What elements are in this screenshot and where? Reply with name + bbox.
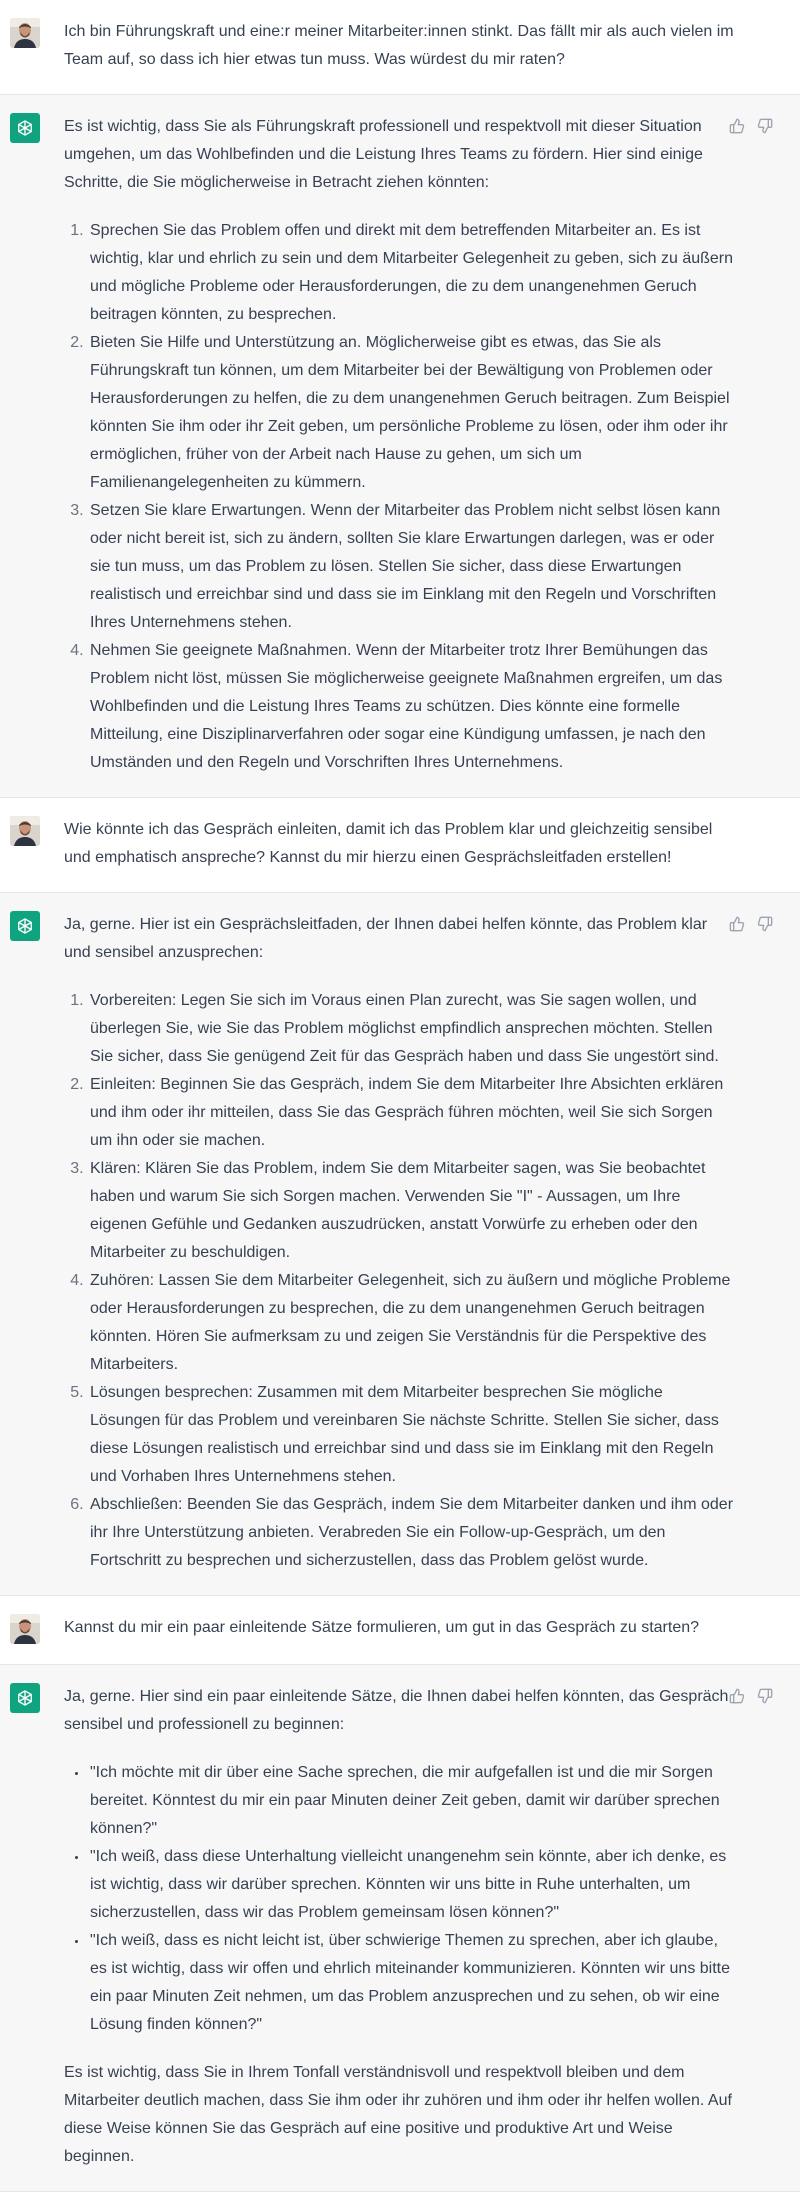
list-item: 3. Setzen Sie klare Erwartungen. Wenn der Mitarbeiter das Problem nicht selbst lösen kann oder nicht bereit ist, sich zu ändern, sollten Sie klare Erwartungen darlegen, was er oder sie tun muss, um das Problem zu lösen. Stellen Sie sicher, dass diese Erwartungen realistisch und erreichbar sind und dass sie im Einklang mit den Regeln und Vorschriften Ihres Unternehmens stehen. [88, 497, 734, 637]
user-message [0, 0, 800, 95]
message-text: Ich bin Führungskraft und eine:r meiner Mitarbeiter:innen stinkt. Das fällt mir als auch vielen im Team auf, so dass ich hier etwas tun muss. Was würdest du mir raten? [64, 23, 734, 68]
list-item: 1. Sprechen Sie das Problem offen und direkt mit dem betreffenden Mitarbeiter an. Es ist wichtig, klar und ehrlich zu sein und dem Mitarbeiter Gelegenheit zu geben, sich zu äußern und mögliche Probleme oder Herausforderungen, die zu dem unangenehmen Geruch beitragen könnten, zu besprechen. [88, 217, 734, 329]
list-item: 3. Klären: Klären Sie das Problem, indem Sie dem Mitarbeiter sagen, was Sie beobachtet haben und warum Sie sich Sorgen machen. Verwenden Sie "I" - Aussagen, um Ihre eigenen Gefühle und Gedanken auszudrücken, anstatt Vorwürfe zu erheben oder den Mitarbeiter zu beschuldigen. [88, 1155, 734, 1267]
list-item: 1. Vorbereiten: Legen Sie sich im Voraus einen Plan zurecht, was Sie sagen wollen, und überlegen Sie, wie Sie das Problem möglichst empfindlich ansprechen möchten. Stellen Sie sicher, dass Sie genügend Zeit für das Gespräch haben und dass Sie ungestört sind. [88, 987, 734, 1071]
user-avatar [10, 816, 40, 846]
message-outro: Es ist wichtig, dass Sie in Ihrem Tonfall verständnisvoll und respektvoll bleiben und dem Mitarbeiter deutlich machen, dass Sie ihm oder ihr zuhören und ihm oder ihr helfen wollen. Auf diese Weise können Sie das Gespräch auf eine positive und produktive Art und Weise beginnen. [64, 2064, 732, 2165]
message-intro: Ja, gerne. Hier ist ein Gesprächsleitfaden, der Ihnen dabei helfen könnte, das Problem klar und sensibel anzusprechen: [64, 916, 708, 961]
openai-logo-icon [10, 113, 40, 143]
bullet-list [64, 1759, 734, 2039]
list-item: 5. Lösungen besprechen: Zusammen mit dem Mitarbeiter besprechen Sie mögliche Lösungen für das Problem und vereinbaren Sie nächste Schritte. Stellen Sie sicher, dass diese Lösungen realistisch und erreichbar sind und dass sie im Einklang mit den Regeln und Vorhaben Ihres Unternehmens stehen. [88, 1379, 734, 1491]
numbered-list [64, 987, 734, 1575]
message-content [64, 18, 734, 74]
list-item: 4. Nehmen Sie geeignete Maßnahmen. Wenn der Mitarbeiter trotz Ihrer Bemühungen das Problem nicht löst, müssen Sie möglicherweise geeignete Maßnahmen ergreifen, um das Wohlbefinden und die Leistung Ihres Teams zu schützen. Dies könnte eine formelle Mitteilung, eine Disziplinarverfahren oder sogar eine Kündigung umfassen, je nach den Umständen und den Regeln und Vorschriften Ihres Unternehmens. [88, 637, 734, 777]
list-item: 2. Bieten Sie Hilfe und Unterstützung an. Möglicherweise gibt es etwas, das Sie als Führungskraft tun können, um dem Mitarbeiter bei der Bewältigung von Problemen oder Herausforderungen zu helfen, die zu dem unangenehmen Geruch beitragen. Zum Beispiel könnten Sie ihm oder ihr Zeit geben, um persönliche Probleme zu lösen, oder ihm oder ihr ermöglichen, früher von der Arbeit nach Hause zu gehen, um sich um Familienangelegenheiten zu kümmern. [88, 329, 734, 497]
thumbs-up-icon[interactable] [728, 1687, 746, 1705]
list-item: • "Ich möchte mit dir über eine Sache sprechen, die mir aufgefallen ist und die mir Sorgen bereitet. Könntest du mir ein paar Minuten deiner Zeit geben, damit wir darüber sprechen können?" [88, 1759, 734, 1843]
message-content [64, 1614, 734, 1642]
thumbs-up-icon[interactable] [728, 915, 746, 933]
message-intro: Es ist wichtig, dass Sie als Führungskraft professionell und respektvoll mit dieser Situation umgehen, um das Wohlbefinden und die Leistung Ihres Teams zu fördern. Hier sind einige Schritte, die Sie möglicherweise in Betracht ziehen könnten: [64, 118, 703, 191]
user-message [0, 798, 800, 893]
list-item: • "Ich weiß, dass diese Unterhaltung vielleicht unangenehm sein könnte, aber ich denke, es ist wichtig, dass wir darüber sprechen. Könnten wir uns bitte in Ruhe unterhalten, um sicherzustellen, dass wir das Problem gemeinsam lösen können?" [88, 1843, 734, 1927]
thumbs-down-icon[interactable] [756, 117, 774, 135]
user-message [0, 1596, 800, 1665]
message-content [64, 816, 734, 872]
thumbs-up-icon[interactable] [728, 117, 746, 135]
thumbs-down-icon[interactable] [756, 1687, 774, 1705]
list-item: • "Ich weiß, dass es nicht leicht ist, über schwierige Themen zu sprechen, aber ich glaube, es ist wichtig, dass wir offen und ehrlich miteinander kommunizieren. Könnten wir uns bitte ein paar Minuten Zeit nehmen, um das Problem anzusprechen und zu sehen, ob wir eine Lösung finden können?" [88, 1927, 734, 2039]
assistant-message [0, 1665, 800, 2192]
assistant-message [0, 95, 800, 798]
message-text: Kannst du mir ein paar einleitende Sätze formulieren, um gut in das Gespräch zu starten? [64, 1619, 700, 1636]
list-item: 4. Zuhören: Lassen Sie dem Mitarbeiter Gelegenheit, sich zu äußern und mögliche Probleme oder Herausforderungen zu besprechen, die zu dem unangenehmen Geruch beitragen könnten. Hören Sie aufmerksam zu und zeigen Sie Verständnis für die Perspektive des Mitarbeiters. [88, 1267, 734, 1379]
assistant-message [0, 893, 800, 1596]
list-item: 2. Einleiten: Beginnen Sie das Gespräch, indem Sie dem Mitarbeiter Ihre Absichten erklären und ihm oder ihr mitteilen, dass Sie das Gespräch führen möchten, weil Sie sich Sorgen um ihn oder sie machen. [88, 1071, 734, 1155]
openai-logo-icon [10, 1683, 40, 1713]
feedback-buttons [728, 1687, 774, 1705]
user-avatar [10, 1614, 40, 1644]
message-intro: Ja, gerne. Hier sind ein paar einleitende Sätze, die Ihnen dabei helfen könnten, das Gespräch sensibel und professionell zu beginnen: [64, 1688, 729, 1733]
feedback-buttons [728, 117, 774, 135]
message-content [64, 113, 734, 777]
thumbs-down-icon[interactable] [756, 915, 774, 933]
message-text: Wie könnte ich das Gespräch einleiten, damit ich das Problem klar und gleichzeitig sensibel und emphatisch anspreche? Kannst du mir hierzu einen Gesprächsleitfaden erstellen! [64, 821, 713, 866]
feedback-buttons [728, 915, 774, 933]
numbered-list [64, 217, 734, 777]
openai-logo-icon [10, 911, 40, 941]
message-content [64, 911, 734, 1575]
list-item: 6. Abschließen: Beenden Sie das Gespräch, indem Sie dem Mitarbeiter danken und ihm oder ihr Ihre Unterstützung anbieten. Verabreden Sie ein Follow-up-Gespräch, um den Fortschritt zu besprechen und sicherzustellen, dass das Problem gelöst wurde. [88, 1491, 734, 1575]
user-avatar [10, 18, 40, 48]
message-content [64, 1683, 734, 2171]
